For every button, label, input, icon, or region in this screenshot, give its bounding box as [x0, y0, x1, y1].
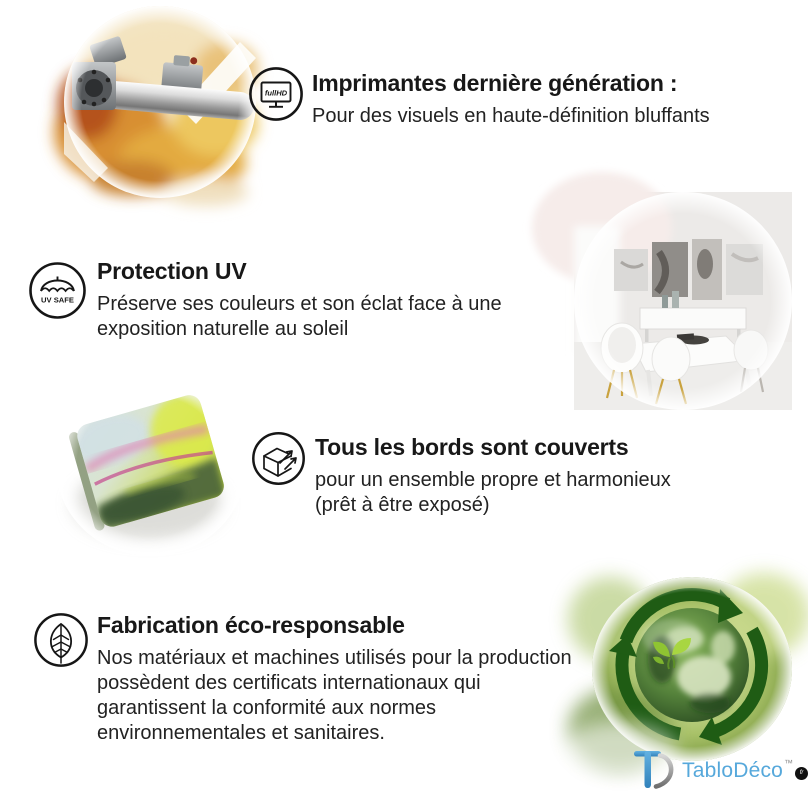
printer-printing-canvas-photo — [64, 6, 256, 198]
green-earth-recycling-photo — [592, 577, 792, 761]
feature-description-line: possèdent des certificats internationaux qui — [97, 672, 481, 694]
feature-description-line: exposition naturelle au soleil — [97, 318, 349, 340]
feature-edges — [315, 434, 695, 518]
feature-description-line: environnementales et sanitaires. — [97, 722, 385, 744]
trademark-symbol: ™ — [784, 758, 794, 768]
feature-uv — [97, 258, 537, 342]
feature-description-line: pour un ensemble propre et harmonieux — [315, 469, 671, 491]
canvas-wrapped-edges-icon — [251, 431, 306, 491]
feature-title: Protection UV — [97, 258, 247, 284]
tablodeco-monogram-icon — [632, 748, 678, 794]
uv-safe-umbrella-icon — [28, 261, 87, 325]
feature-description-line: (prêt à être exposé) — [315, 494, 490, 516]
feature-description-line: Préserve ses couleurs et son éclat face à une — [97, 293, 502, 315]
fr-domain-badge: fr — [795, 767, 808, 780]
feature-description-line: Nos matériaux et machines utilisés pour la production — [97, 647, 572, 669]
brand-name: TabloDéco — [682, 759, 784, 782]
leaf-icon — [33, 612, 89, 673]
colorful-canvas-corner-photo — [60, 380, 242, 552]
interior-room-with-canvas-photo — [574, 192, 792, 410]
feature-description-line: garantissent la conformité aux normes — [97, 697, 437, 719]
feature-description-line: Pour des visuels en haute-définition bluffants — [312, 105, 710, 127]
uv-safe-label: UV SAFE — [41, 295, 74, 305]
fullhd-monitor-icon — [248, 66, 304, 127]
feature-printers — [312, 70, 732, 129]
feature-title: Fabrication éco-responsable — [97, 612, 405, 638]
fullhd-label: fullHD — [264, 88, 288, 98]
feature-title: Tous les bords sont couverts — [315, 434, 629, 460]
feature-title: Imprimantes dernière génération : — [312, 70, 678, 96]
brand-logo — [632, 748, 808, 794]
feature-eco — [97, 612, 607, 746]
